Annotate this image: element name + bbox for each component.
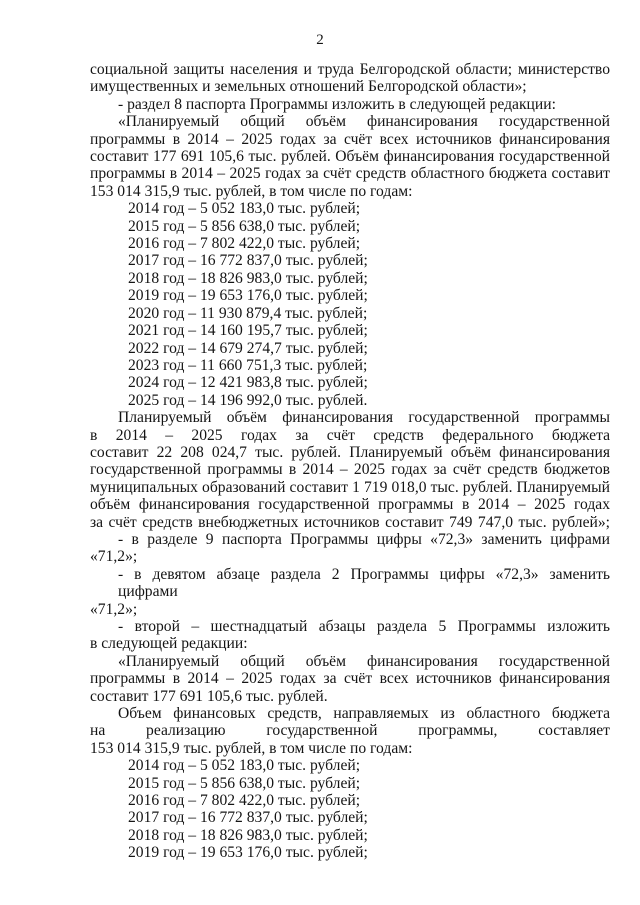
year-funding-line: 2022 год – 14 679 274,7 тыс. рублей; <box>128 339 368 357</box>
text-line: составит 177 691 105,6 тыс. рублей. <box>90 687 328 705</box>
year-funding-line: 2024 год – 12 421 983,8 тыс. рублей; <box>128 374 368 392</box>
text-line: 153 014 315,9 тыс. рублей, в том числе по годам: <box>90 739 413 757</box>
text-line: программы в 2014 – 2025 годах за счёт всех источников финансирования <box>90 130 610 148</box>
year-funding-line: 2025 год – 14 196 992,0 тыс. рублей. <box>128 391 368 409</box>
text-line: Объем финансовых средств, направляемых из областного бюджета <box>118 705 610 723</box>
text-line: «71,2»; <box>90 548 138 566</box>
text-line: - в разделе 9 паспорта Программы цифры «72,3» заменить цифрами <box>118 530 610 548</box>
year-funding-line: 2015 год – 5 856 638,0 тыс. рублей; <box>128 217 361 235</box>
year-funding-line: 2016 год – 7 802 422,0 тыс. рублей; <box>128 235 361 253</box>
text-line: государственной программы в 2014 – 2025 годах за счёт средств бюджетов <box>90 461 610 479</box>
text-line: за счёт средств внебюджетных источников составит 749 747,0 тыс. рублей»; <box>90 513 610 531</box>
text-line: составит 177 691 105,6 тыс. рублей. Объём финансирования государственной <box>90 148 610 166</box>
year-funding-line: 2018 год – 18 826 983,0 тыс. рублей; <box>128 826 368 844</box>
text-line: программы в 2014 – 2025 годах за счёт средств областного бюджета составит <box>90 165 610 183</box>
text-line: муниципальных образований составит 1 719 018,0 тыс. рублей. Планируемый <box>90 478 610 496</box>
year-funding-line: 2018 год – 18 826 983,0 тыс. рублей; <box>128 269 368 287</box>
text-line: - в девятом абзаце раздела 2 Программы цифры «72,3» заменить цифрами <box>118 565 610 601</box>
text-line: программы в 2014 – 2025 годах за счёт всех источников финансирования <box>90 670 610 688</box>
text-line: в следующей редакции: <box>90 635 248 653</box>
year-funding-line: 2016 год – 7 802 422,0 тыс. рублей; <box>128 792 361 810</box>
text-line: составит 22 208 024,7 тыс. рублей. Планируемый объём финансирования <box>90 443 610 461</box>
text-line: «Планируемый общий объём финансирования государственной <box>118 652 610 670</box>
text-line: на реализацию государственной программы, составляет <box>90 722 610 740</box>
year-funding-line: 2017 год – 16 772 837,0 тыс. рублей; <box>128 252 368 270</box>
year-funding-line: 2019 год – 19 653 176,0 тыс. рублей; <box>128 287 368 305</box>
text-line: имущественных и земельных отношений Белгородской области»; <box>90 78 527 96</box>
text-line: социальной защиты населения и труда Белгородской области; министерство <box>90 61 610 78</box>
text-line: «Планируемый общий объём финансирования государственной <box>118 113 610 131</box>
year-funding-line: 2020 год – 11 930 879,4 тыс. рублей; <box>128 304 368 322</box>
year-funding-line: 2023 год – 11 660 751,3 тыс. рублей; <box>128 356 368 374</box>
text-line: объём финансирования государственной программы в 2014 – 2025 годах <box>90 496 610 514</box>
year-funding-line: 2019 год – 19 653 176,0 тыс. рублей; <box>128 844 368 862</box>
document-body <box>90 61 610 862</box>
year-funding-line: 2021 год – 14 160 195,7 тыс. рублей; <box>128 322 368 340</box>
text-line: - раздел 8 паспорта Программы изложить в следующей редакции: <box>118 95 556 113</box>
year-funding-line: 2015 год – 5 856 638,0 тыс. рублей; <box>128 774 361 792</box>
text-line: 153 014 315,9 тыс. рублей, в том числе по годам: <box>90 182 413 200</box>
year-funding-line: 2014 год – 5 052 183,0 тыс. рублей; <box>128 200 361 218</box>
year-funding-line: 2014 год – 5 052 183,0 тыс. рублей; <box>128 757 361 775</box>
page-number: 2 <box>316 32 324 48</box>
text-line: «71,2»; <box>90 600 138 618</box>
year-funding-line: 2017 год – 16 772 837,0 тыс. рублей; <box>128 809 368 827</box>
text-line: в 2014 – 2025 годах за счёт средств федерального бюджета <box>90 426 610 444</box>
text-line: Планируемый объём финансирования государственной программы <box>118 409 610 427</box>
text-line: - второй – шестнадцатый абзацы раздела 5 Программы изложить <box>118 618 610 635</box>
